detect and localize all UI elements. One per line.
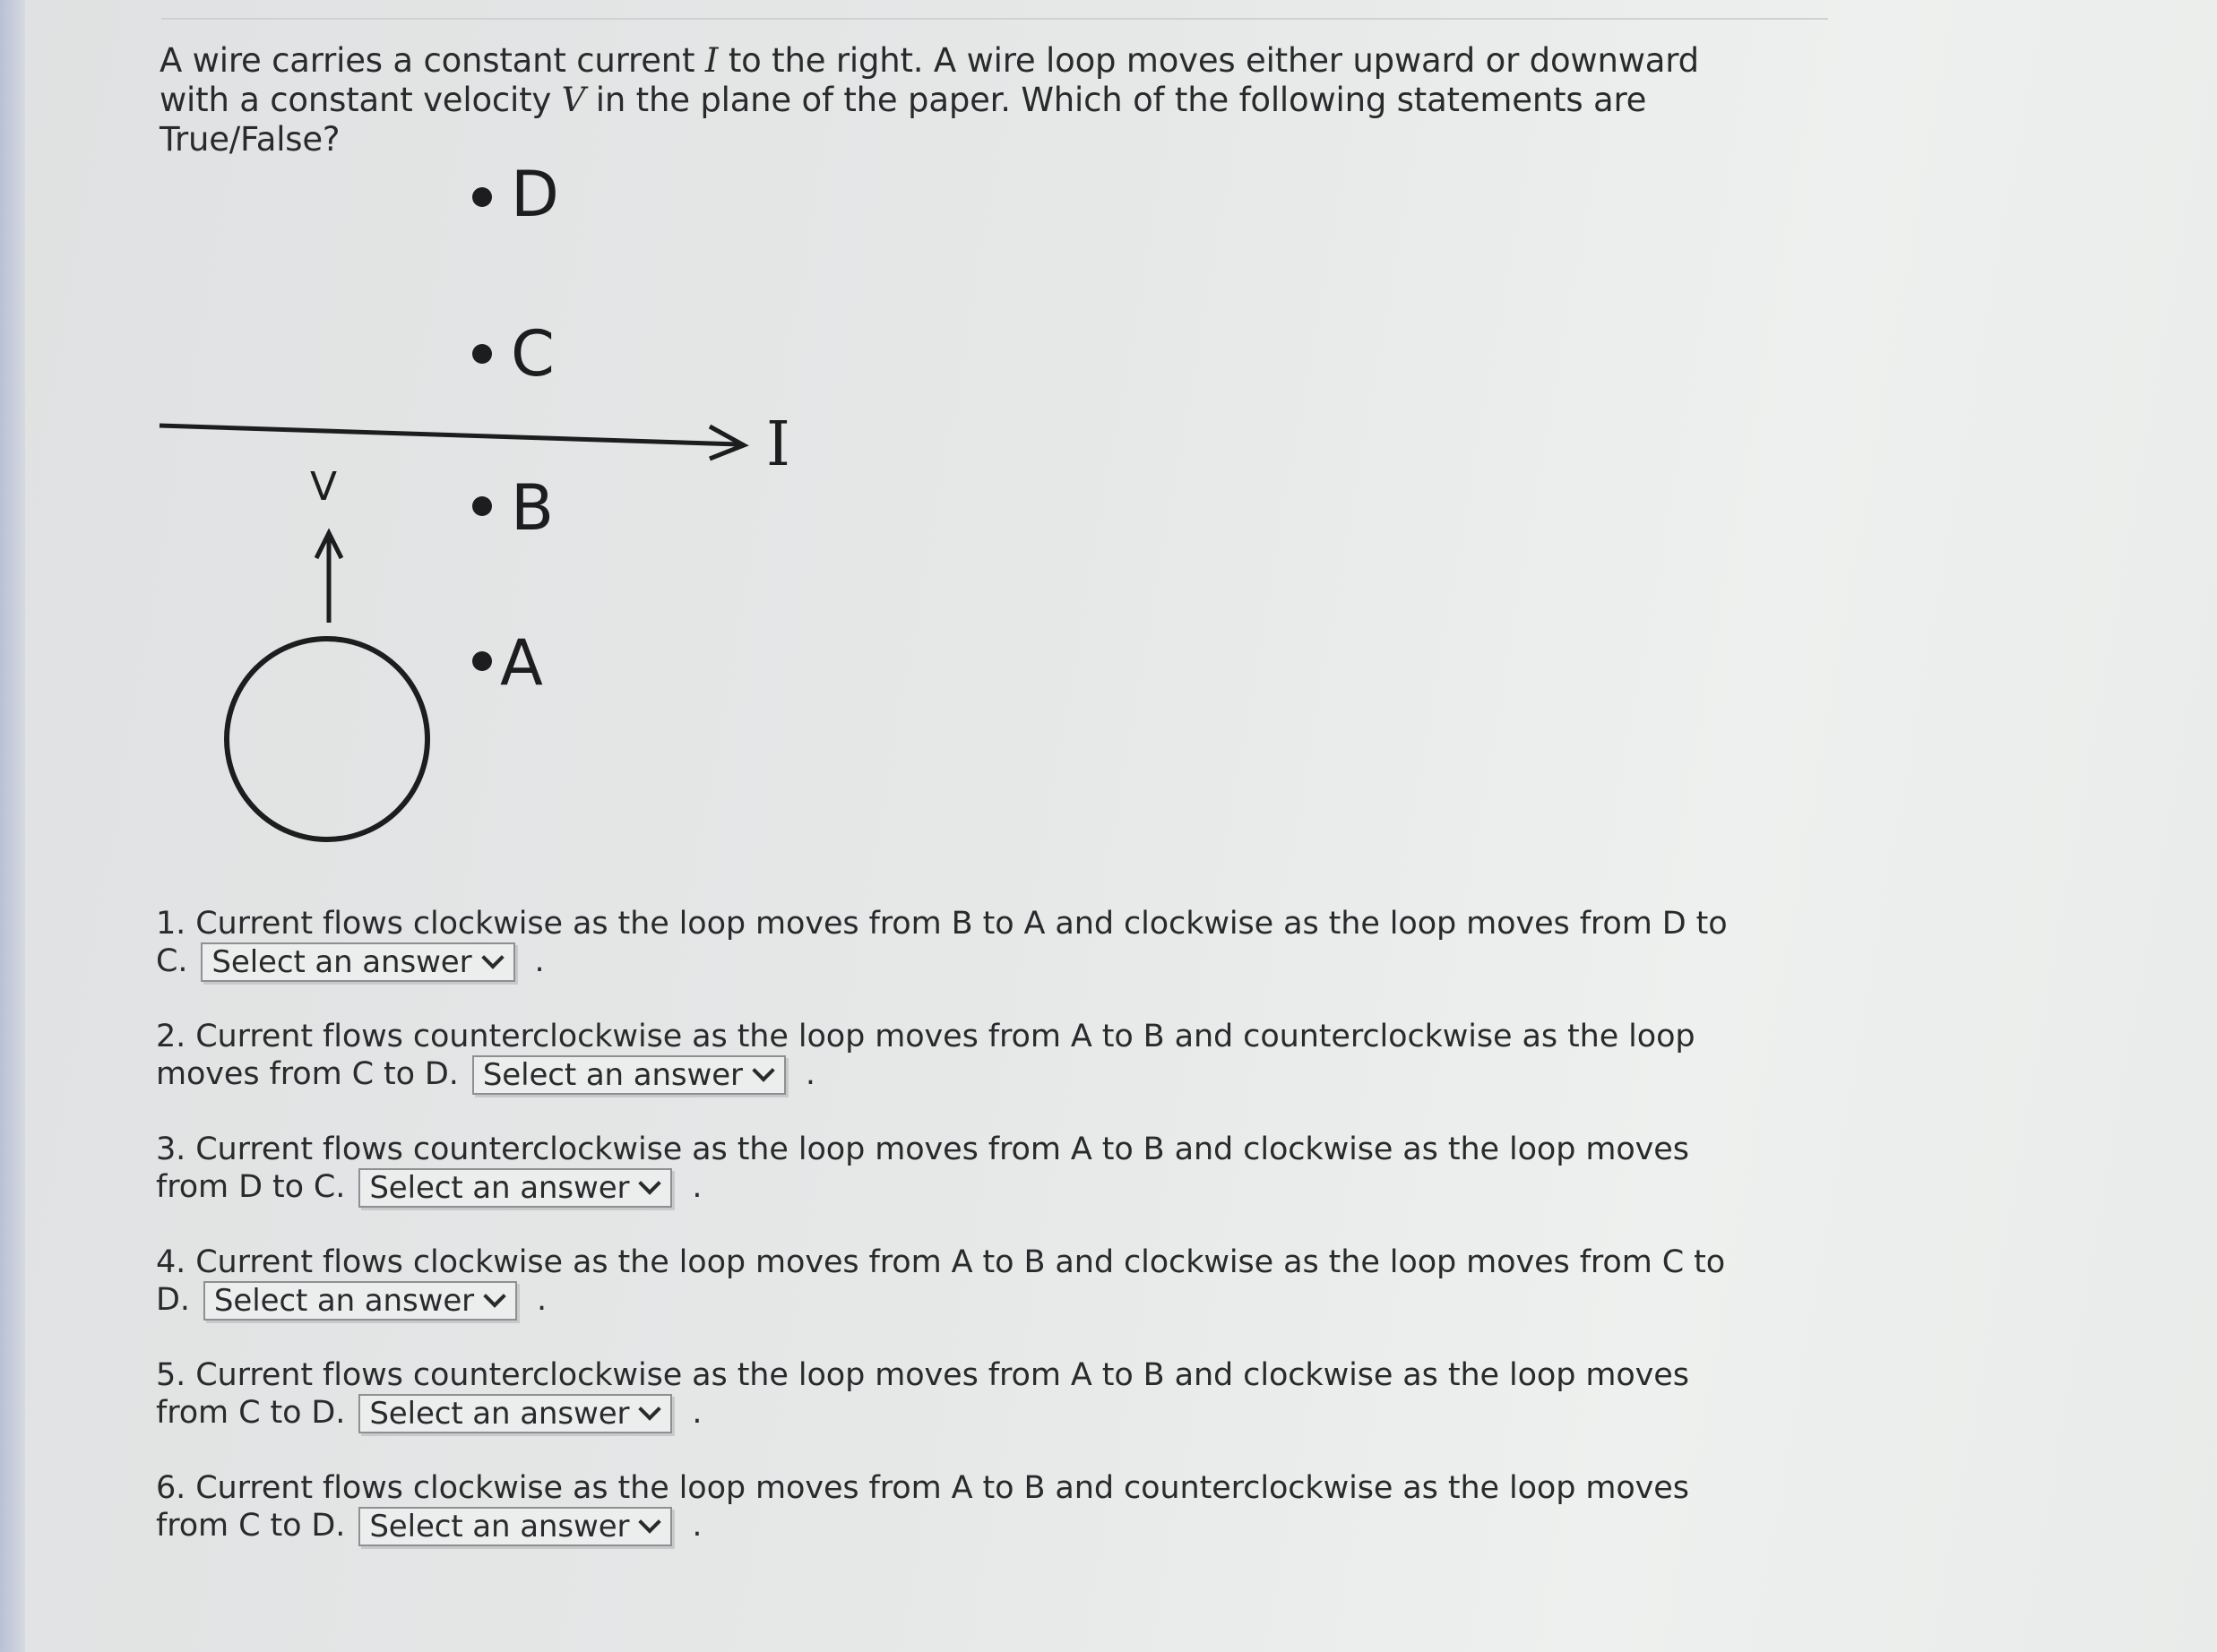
point-d-label: D (511, 158, 559, 231)
answer-select[interactable] (358, 1507, 672, 1546)
chevron-down-icon (639, 1510, 661, 1533)
statement-text: 6. Current flows clockwise as the loop moves from A to B and counterclockwise as the loop moves from C to D. (156, 1470, 1689, 1544)
wire-line (160, 426, 739, 444)
statement-period: . (534, 943, 545, 979)
point-d-dot (472, 187, 492, 207)
select-label: Select an answer (369, 1396, 630, 1432)
select-label: Select an answer (482, 1057, 743, 1093)
statement-period: . (692, 1395, 703, 1431)
point-c-label: C (511, 317, 555, 391)
point-b-dot (472, 496, 492, 516)
statement-3 (156, 1131, 1751, 1208)
physics-diagram (143, 152, 950, 873)
answer-select[interactable] (472, 1055, 786, 1095)
statement-2 (156, 1018, 1751, 1095)
chevron-down-icon (639, 1172, 661, 1194)
statements-list (156, 905, 1751, 1582)
statement-6 (156, 1469, 1751, 1546)
statement-period: . (537, 1282, 548, 1318)
statement-period: . (805, 1056, 815, 1092)
point-a-label: A (500, 626, 543, 700)
statement-text: 1. Current flows clockwise as the loop moves from B to A and clockwise as the loop moves from D to C. (156, 906, 1728, 979)
point-c-dot (472, 344, 492, 364)
wire-loop (227, 639, 427, 839)
question-part-3: in the plane of the paper. Which of the following statements are True/False? (160, 81, 1647, 159)
statement-4 (156, 1243, 1751, 1321)
left-edge-bar (0, 0, 25, 1652)
velocity-label: V (310, 464, 338, 510)
statement-period: . (692, 1169, 703, 1205)
statement-text: 5. Current flows counterclockwise as the loop moves from A to B and clockwise as the loop moves from C to D. (156, 1357, 1689, 1431)
answer-dropdown-2[interactable] (472, 1055, 786, 1095)
statement-period: . (692, 1508, 703, 1544)
statement-5 (156, 1356, 1751, 1433)
current-label: I (766, 409, 790, 480)
answer-dropdown-1[interactable] (201, 942, 514, 982)
chevron-down-icon (481, 946, 504, 968)
chevron-down-icon (639, 1398, 661, 1420)
question-part-1: A wire carries a constant current (160, 41, 705, 80)
select-label: Select an answer (211, 944, 472, 980)
chevron-down-icon (752, 1059, 774, 1081)
select-label: Select an answer (369, 1170, 630, 1206)
velocity-symbol: V (561, 81, 586, 119)
statement-text: 3. Current flows counterclockwise as the loop moves from A to B and clockwise as the loop moves from D to C. (156, 1131, 1689, 1205)
select-label: Select an answer (369, 1509, 630, 1544)
answer-select[interactable] (358, 1168, 672, 1208)
statement-1 (156, 905, 1751, 982)
point-a-dot (472, 651, 492, 671)
question-part-2: to the right. A wire loop moves either upward or downward with a constant velocity (160, 41, 1699, 119)
top-divider (161, 18, 1828, 20)
question-text (160, 41, 1737, 159)
answer-select[interactable] (203, 1281, 517, 1321)
answer-dropdown-6[interactable] (358, 1507, 672, 1546)
answer-dropdown-4[interactable] (203, 1281, 517, 1321)
current-symbol: I (704, 41, 719, 80)
point-b-label: B (511, 471, 555, 545)
answer-dropdown-5[interactable] (358, 1394, 672, 1433)
answer-select[interactable] (201, 942, 514, 982)
answer-dropdown-3[interactable] (358, 1168, 672, 1208)
statement-text: 4. Current flows clockwise as the loop moves from A to B and clockwise as the loop moves from C to D. (156, 1244, 1726, 1318)
statement-text: 2. Current flows counterclockwise as the loop moves from A to B and counterclockwise as the loop moves from C to D. (156, 1019, 1695, 1092)
chevron-down-icon (483, 1285, 505, 1307)
select-label: Select an answer (213, 1283, 475, 1319)
answer-select[interactable] (358, 1394, 672, 1433)
